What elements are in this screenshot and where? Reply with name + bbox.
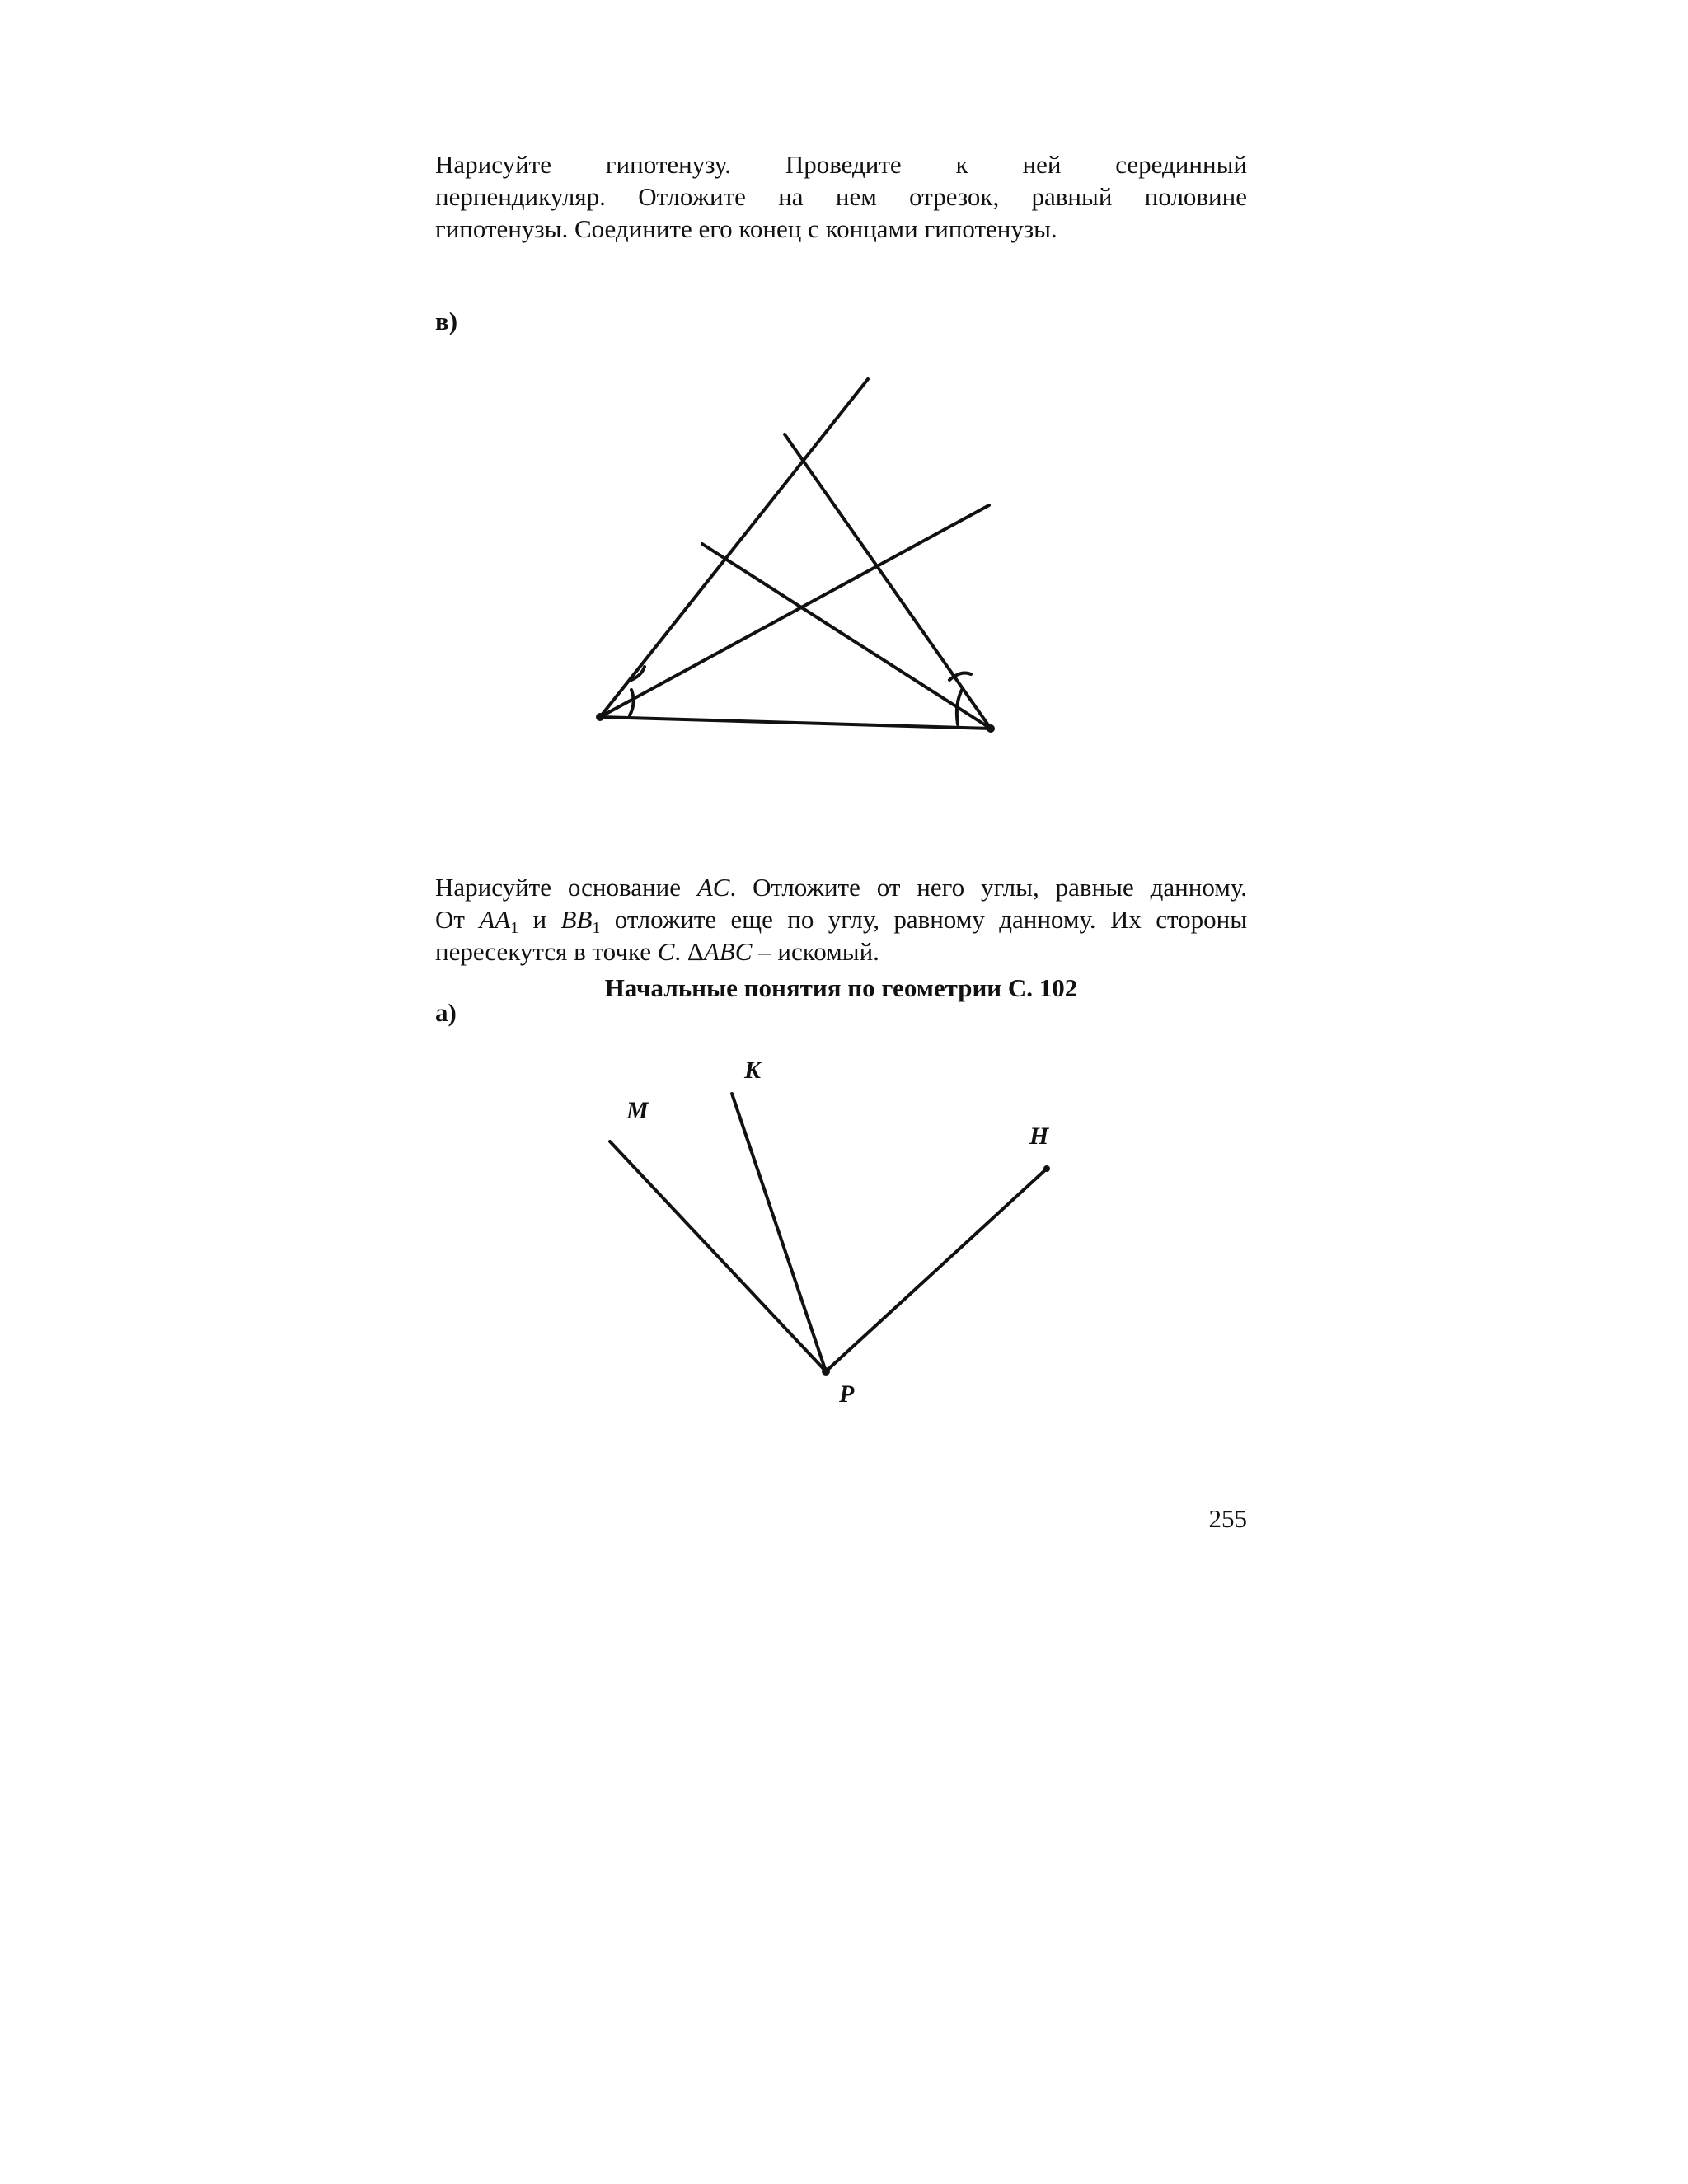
p2-l2-and: и bbox=[518, 905, 561, 934]
left-side-line bbox=[600, 379, 868, 717]
base-segment bbox=[600, 717, 991, 729]
p2-l1-prefix: Нарисуйте основание bbox=[435, 873, 697, 902]
paragraph-2-line-3 bbox=[435, 935, 1247, 968]
label-p: P bbox=[839, 1380, 855, 1408]
triangle-construction-svg bbox=[577, 342, 1032, 754]
paragraph-2-line-2 bbox=[435, 903, 1247, 935]
section-heading: Начальные понятия по геометрии С. 102 bbox=[604, 973, 1078, 1002]
p2-l1-ac: AC bbox=[696, 873, 730, 902]
p2-l3-abc: ABC bbox=[703, 937, 753, 966]
ray-pk bbox=[732, 1094, 826, 1371]
point-h-dot bbox=[1043, 1165, 1050, 1172]
paragraph-2-line-1 bbox=[435, 871, 1247, 903]
point-p-dot bbox=[822, 1367, 830, 1376]
right-angle-arc-lower bbox=[957, 688, 963, 724]
p2-l2-suffix: отложите еще по углу, равному данному. Их стороны bbox=[600, 905, 1248, 934]
vertex-a-dot bbox=[596, 713, 604, 721]
p2-l3-prefix: пересекутся в точке bbox=[435, 937, 658, 966]
paragraph-1-line-3: гипотенузы. Соедините его конец с концами гипотенузы. bbox=[435, 214, 1057, 243]
rays-figure bbox=[598, 1026, 1063, 1418]
triangle-construction-figure bbox=[577, 342, 1032, 754]
figure-label-a: а) bbox=[435, 998, 457, 1027]
right-side-line bbox=[785, 434, 991, 729]
ray-ph bbox=[826, 1169, 1047, 1371]
paragraph-1-line-2: перпендикуляр. Отложите на нем отрезок, равный половине bbox=[435, 182, 1247, 211]
vertex-c-dot bbox=[987, 724, 995, 733]
left-angle-ray bbox=[600, 505, 989, 717]
p2-l2-bb: BB bbox=[560, 905, 593, 934]
p2-l3-suffix: – искомый. bbox=[752, 937, 879, 966]
page-number: 255 bbox=[1208, 1504, 1247, 1533]
rays-svg bbox=[598, 1026, 1063, 1418]
label-m: M bbox=[626, 1097, 649, 1124]
figure-label-v: в) bbox=[435, 307, 458, 335]
instruction-paragraph-1 bbox=[435, 148, 1247, 245]
paragraph-1-line-1: Нарисуйте гипотенузу. Проведите к ней серединный bbox=[435, 150, 1247, 179]
label-k: K bbox=[744, 1057, 762, 1084]
p2-l2-sub2: 1 bbox=[592, 919, 601, 937]
p2-l1-suffix: . Отложите от него углы, равные данному. bbox=[729, 873, 1247, 902]
p2-l2-aa: AA bbox=[479, 905, 511, 934]
p2-l2-sub1: 1 bbox=[510, 919, 519, 937]
p2-l3-c: C bbox=[657, 937, 675, 966]
left-angle-arc-lower bbox=[630, 690, 634, 715]
p2-l2-prefix: От bbox=[435, 905, 480, 934]
ray-pm bbox=[610, 1141, 826, 1371]
label-h: H bbox=[1029, 1122, 1049, 1150]
p2-l3-mid: . Δ bbox=[674, 937, 704, 966]
instruction-paragraph-2 bbox=[435, 871, 1247, 968]
